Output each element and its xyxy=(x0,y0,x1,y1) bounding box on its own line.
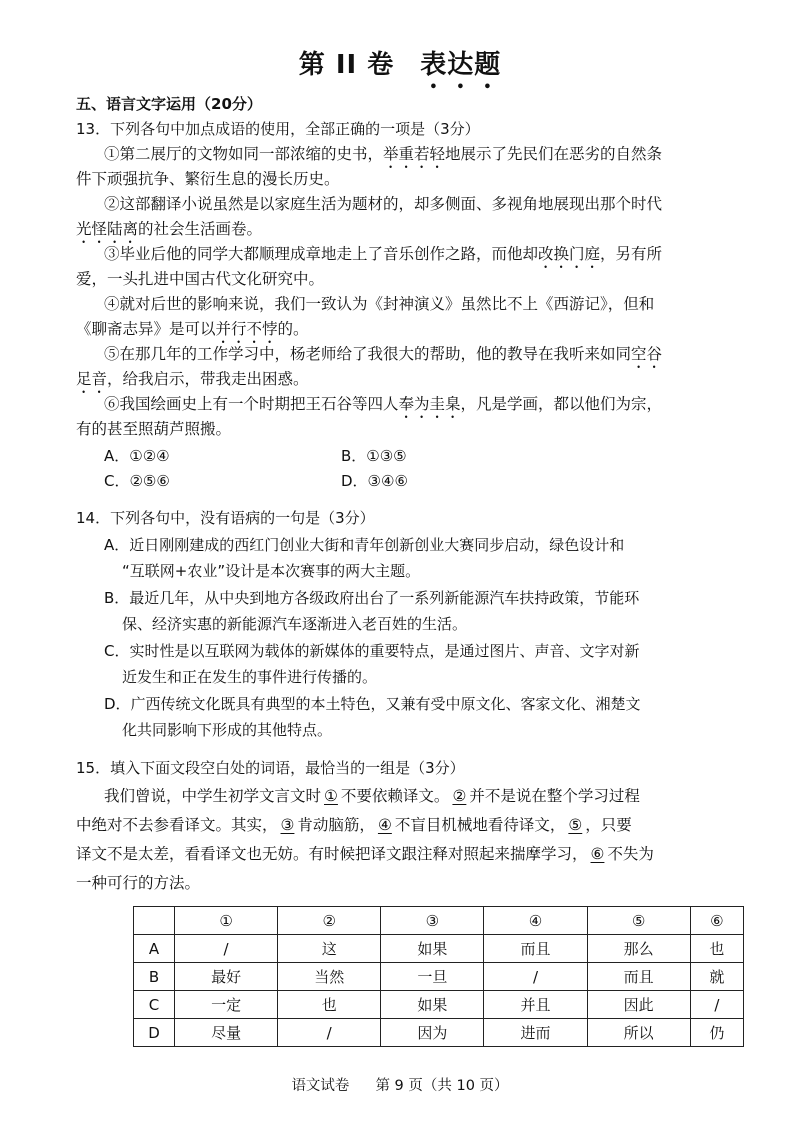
table-cell: 最好 xyxy=(175,963,278,991)
table-cell: 就 xyxy=(690,963,743,991)
table-row xyxy=(134,935,744,963)
table-cell: 并且 xyxy=(484,991,587,1019)
table-cell: 一旦 xyxy=(381,963,484,991)
q13-item2-line1: ②这部翻译小说虽然是以家庭生活为题材的，却多侧面、多视角地展现出那个时代 xyxy=(104,195,663,213)
table-cell: ⑤ xyxy=(587,907,690,935)
title-part2: 表达题 xyxy=(420,50,502,80)
emphasized-idiom: 光怪陆离 xyxy=(76,220,139,238)
blank-3: ③ xyxy=(280,816,295,834)
table-row xyxy=(134,1019,744,1047)
table-row xyxy=(134,991,744,1019)
q13-option-b: B．①③⑤ xyxy=(341,447,407,465)
blank-1: ① xyxy=(324,787,338,805)
table-cell: 如果 xyxy=(381,991,484,1019)
emphasized-idiom: 奉为圭臬 xyxy=(398,395,461,413)
blank-5: ⑤ xyxy=(568,816,583,834)
q15-passage-line4: 一种可行的方法。 xyxy=(76,874,201,892)
table-cell: / xyxy=(690,991,743,1019)
emphasized-idiom: 足音 xyxy=(76,370,108,388)
q13-item6-line1: ⑥我国绘画史上有一个时期把王石谷等四人奉为圭臬，凡是学画，都以他们为宗， xyxy=(104,395,663,413)
table-cell: A xyxy=(134,935,175,963)
footer-page-number: 第 9 页（共 10 页） xyxy=(375,1078,509,1094)
q14-option-c-line2: 近发生和正在发生的事件进行传播的。 xyxy=(122,668,378,686)
table-cell: 那么 xyxy=(587,935,690,963)
q13-option-a: A．①②④ xyxy=(104,447,170,465)
page-footer xyxy=(0,1074,800,1095)
section-heading: 五、语言文字运用（20分） xyxy=(76,95,262,113)
title-part1: 第 II 卷 xyxy=(298,50,395,80)
table-cell: 尽量 xyxy=(175,1019,278,1047)
blank-2: ② xyxy=(452,787,467,805)
paper-title xyxy=(0,44,800,95)
table-cell: ③ xyxy=(381,907,484,935)
q13-stem: 13．下列各句中加点成语的使用，全部正确的一项是（3分） xyxy=(76,120,480,138)
q14-option-d-line2: 化共同影响下形成的其他特点。 xyxy=(122,721,333,739)
table-cell: 这 xyxy=(278,935,381,963)
table-cell: B xyxy=(134,963,175,991)
q14-option-a-line2: “互联网+农业”设计是本次赛事的两大主题。 xyxy=(122,562,421,580)
q15-passage-line1: 我们曾说，中学生初学文言文时 ① 不要依赖译文。 ② 并不是说在整个学习过程 xyxy=(104,787,640,805)
q15-passage-line3: 译文不是太差，看看译文也无妨。有时候把译文跟注释对照起来揣摩学习， ⑥ 不失为 xyxy=(76,845,654,863)
q14-stem: 14．下列各句中，没有语病的一句是（3分） xyxy=(76,509,375,527)
table-cell: 如果 xyxy=(381,935,484,963)
table-row xyxy=(134,963,744,991)
footer-subject: 语文试卷 xyxy=(291,1078,350,1094)
q14-option-b-line1: B．最近几年，从中央到地方各级政府出台了一系列新能源汽车扶持政策，节能环 xyxy=(104,589,640,607)
table-cell: 所以 xyxy=(587,1019,690,1047)
q14-option-a-line1: A．近日刚刚建成的西红门创业大街和青年创新创业大赛同步启动，绿色设计和 xyxy=(104,536,625,554)
blank-4: ④ xyxy=(377,816,392,834)
table-cell: ① xyxy=(175,907,278,935)
table-cell: 而且 xyxy=(587,963,690,991)
q13-item3-line1: ③毕业后他的同学大都顺理成章地走上了音乐创作之路，而他却改换门庭，另有所 xyxy=(104,245,663,263)
table-cell: 仍 xyxy=(690,1019,743,1047)
emphasized-idiom: 举重若轻 xyxy=(383,145,446,163)
q14-option-d-line1: D．广西传统文化既具有典型的本土特色，又兼有受中原文化、客家文化、湘楚文 xyxy=(104,695,641,713)
table-cell: C xyxy=(134,991,175,1019)
table-cell xyxy=(134,907,175,935)
emphasized-idiom: 空谷 xyxy=(631,345,663,363)
table-cell: 因此 xyxy=(587,991,690,1019)
blank-6: ⑥ xyxy=(590,845,605,863)
q13-option-c: C．②⑤⑥ xyxy=(104,472,170,490)
q13-item3-line2: 爱，一头扎进中国古代文化研究中。 xyxy=(76,270,325,288)
q13-item5-line2: 足音，给我启示，带我走出困惑。 xyxy=(76,370,309,388)
table-cell: 也 xyxy=(690,935,743,963)
table-cell: / xyxy=(484,963,587,991)
table-cell: ④ xyxy=(484,907,587,935)
q13-item4-line1: ④就对后世的影响来说，我们一致认为《封神演义》虽然比不上《西游记》，但和 xyxy=(104,295,655,313)
table-cell: 也 xyxy=(278,991,381,1019)
table-cell: / xyxy=(278,1019,381,1047)
table-cell: 当然 xyxy=(278,963,381,991)
q13-item1-line2: 件下顽强抗争、繁衍生息的漫长历史。 xyxy=(76,170,340,188)
table-cell: 进而 xyxy=(484,1019,587,1047)
q13-item1-line1: ①第二展厅的文物如同一部浓缩的史书，举重若轻地展示了先民们在恶劣的自然条 xyxy=(104,145,663,163)
q13-item6-line2: 有的甚至照葫芦照搬。 xyxy=(76,420,232,438)
emphasized-idiom: 改换门庭 xyxy=(538,245,601,263)
q13-item5-line1: ⑤在那几年的工作学习中，杨老师给了我很大的帮助，他的教导在我听来如同空谷 xyxy=(104,345,663,363)
emphasized-idiom: 并行不悖 xyxy=(215,320,278,338)
q15-passage-line2: 中绝对不去参看译文。其实， ③ 肯动脑筋， ④ 不盲目机械地看待译文， ⑤ ，只要 xyxy=(76,816,632,834)
q15-stem: 15．填入下面文段空白处的词语，最恰当的一组是（3分） xyxy=(76,759,465,777)
q14-option-b-line2: 保、经济实惠的新能源汽车逐渐进入老百姓的生活。 xyxy=(122,615,468,633)
table-cell: ⑥ xyxy=(690,907,743,935)
q13-item4-line2: 《聊斋志异》是可以并行不悖的。 xyxy=(76,320,309,338)
q15-answer-table xyxy=(133,906,744,1047)
answer-table-body xyxy=(134,907,744,1047)
table-cell: 因为 xyxy=(381,1019,484,1047)
table-cell: ② xyxy=(278,907,381,935)
table-cell: D xyxy=(134,1019,175,1047)
table-cell: 一定 xyxy=(175,991,278,1019)
table-cell: / xyxy=(175,935,278,963)
q13-item2-line2: 光怪陆离的社会生活画卷。 xyxy=(76,220,263,238)
q13-option-d: D．③④⑥ xyxy=(341,472,408,490)
table-cell: 而且 xyxy=(484,935,587,963)
table-header-row xyxy=(134,907,744,935)
q14-option-c-line1: C．实时性是以互联网为载体的新媒体的重要特点，是通过图片、声音、文字对新 xyxy=(104,642,640,660)
